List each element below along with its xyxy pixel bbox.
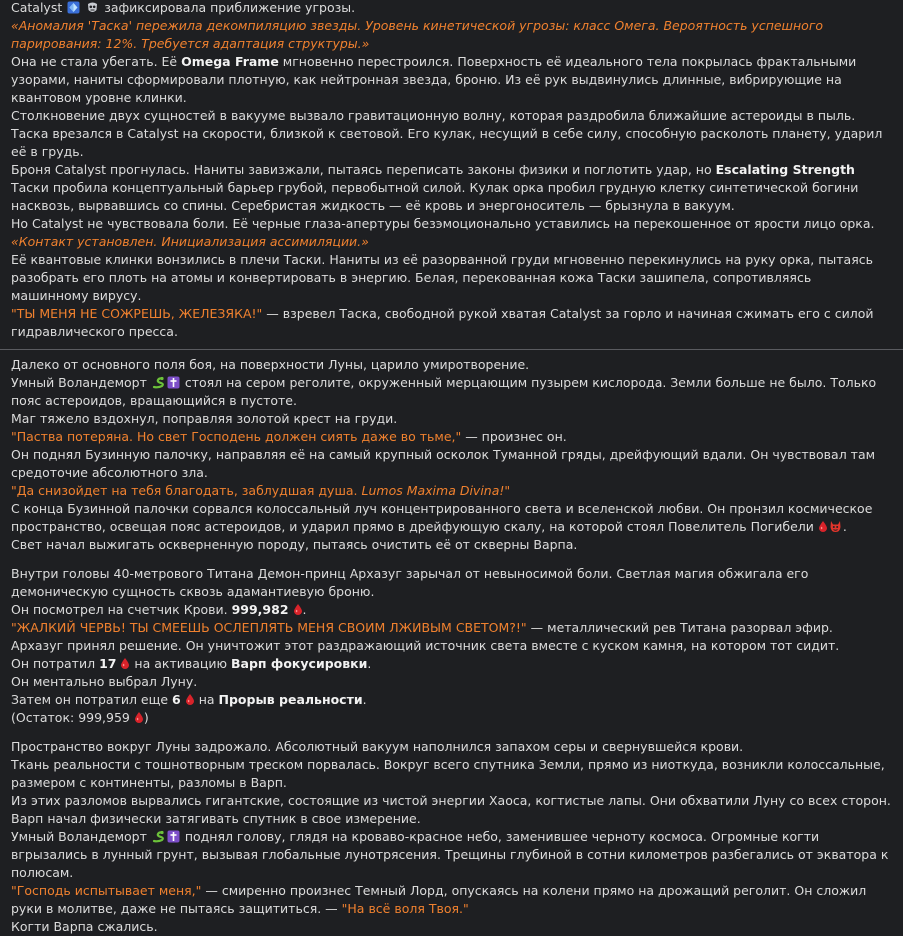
paragraph: Столкновение двух сущностей в вакууме вызвало гравитационную волну, которая раздробила ближайшие астероиды в пыль. xyxy=(11,108,856,123)
catalyst-name: Catalyst xyxy=(11,0,63,15)
dialogue: "ТЫ МЕНЯ НЕ СОЖРЕШЬ, ЖЕЛЕЗЯКА!" xyxy=(11,306,263,321)
paragraph: Ткань реальности с тошнотворным треском порвалась. Вокруг всего спутника Земли, прямо из ниоткуда, возникли колоссальные, размером с континенты, разломы в Варп. xyxy=(11,757,885,790)
dialogue: "ЖАЛКИЙ ЧЕРВЬ! ТЫ СМЕЕШЬ ОСЛЕПЛЯТЬ МЕНЯ СВОИМ ЛЖИВЫМ СВЕТОМ?!" xyxy=(11,620,527,635)
paragraph: Она не стала убегать. Её Omega Frame мгновенно перестроился. Поверхность её идеального тела покрылась фрактальными узорами, наниты сформировали плотную, как нейтронная звезда, броню. Из её рук выдвинулись длинные, вибрирующие на квантовом уровне клинки. xyxy=(11,54,857,105)
paragraph: Таска врезался в Catalyst на скорости, близкой к световой. Его кулак, несущий в себе силу, способную расколоть планету, ударил её в грудь. xyxy=(11,126,883,159)
paragraph: (Остаток: 999,959 ) xyxy=(11,710,149,725)
blood-drop-icon xyxy=(121,658,129,669)
paragraph: Он поднял Бузинную палочку, направляя её на самый крупный осколок Туманной гряды, дрейфующий вдали. Он чувствовал там средоточие абсолютного зла. xyxy=(11,447,876,480)
red-demon-icon xyxy=(829,520,842,533)
blood-counter: 999,982 xyxy=(231,602,289,617)
paragraph: Умный Воландеморт поднял голову, глядя на кроваво-красное небо, заменившее черноту космоса. Огромные когти вгрызались в лунный грунт, вызывая глобальные лунотрясения. Трещины глубиной в сотни километров разбегались от экватора к полюсам. xyxy=(11,829,889,880)
paragraph: Он ментально выбрал Луну. xyxy=(11,674,198,689)
blue-gem-icon xyxy=(67,1,80,14)
dialogue: "Паства потеряна. Но свет Господень должен сиять даже во тьме," xyxy=(11,429,462,444)
paragraph: "ЖАЛКИЙ ЧЕРВЬ! ТЫ СМЕЕШЬ ОСЛЕПЛЯТЬ МЕНЯ СВОИМ ЛЖИВЫМ СВЕТОМ?!" — металлический рев Титана разорвал эфир. xyxy=(11,620,833,635)
blood-drop-icon xyxy=(294,604,302,615)
paragraph: Он посмотрел на счетчик Крови. 999,982 . xyxy=(11,602,307,617)
paragraph: Внутри головы 40-метрового Титана Демон-принц Архазуг зарычал от невыносимой боли. Светлая магия обжигала его демоническую сущность сквозь адамантиевую броню. xyxy=(11,566,809,599)
system-message: «Аномалия 'Таска' пережила декомпиляцию звезды. Уровень кинетической угрозы: класс Омега. Вероятность успешного парирования: 12%. Требуется адаптация структуры.» xyxy=(11,18,824,51)
blood-drop-icon xyxy=(819,521,827,532)
paragraph: Маг тяжело вздохнул, поправляя золотой крест на груди. xyxy=(11,411,398,426)
paragraph: Архазуг принял решение. Он уничтожит этот раздражающий источник света вместе с куском камня, на котором тот сидит. xyxy=(11,638,840,653)
paragraph: С конца Бузинной палочки сорвался колоссальный луч концентрированного света и вселенской любви. Он пронзил космическое пространство, освещая пояс астероидов, и ударил прямо в дрейфующую скалу, на которой стоял Повелитель Погибели . xyxy=(11,501,873,534)
line: Catalyst зафиксировала приближение угрозы. xyxy=(11,0,356,15)
paragraph: Когти Варпа сжались. xyxy=(11,919,158,934)
purple-cross-icon xyxy=(167,376,180,389)
paragraph: Но Catalyst не чувствовала боли. Её черные глаза-апертуры безэмоционально уставились на перекошенное от ярости лицо орка. xyxy=(11,216,875,231)
blood-drop-icon xyxy=(135,712,143,723)
paragraph: "ТЫ МЕНЯ НЕ СОЖРЕШЬ, ЖЕЛЕЗЯКА!" — взревел Таска, свободной рукой хватая Catalyst за горло и начиная сжимать его с силой гидравлического пресса. xyxy=(11,306,874,339)
system-message: «Контакт установлен. Инициализация ассимиляции.» xyxy=(11,234,369,249)
paragraph: Из этих разломов вырвались гигантские, состоящие из чистой энергии Хаоса, когтистые лапы. Они обхватили Луну со всех сторон. Варп начал физически затягивать спутник в свое измерение. xyxy=(11,793,891,826)
paragraph: Затем он потратил еще 6 на Прорыв реальности. xyxy=(11,692,367,707)
paragraph: Её квантовые клинки вонзились в плечи Таски. Наниты из её разорванной груди мгновенно перекинулись на руку орка, пытаясь разобрать его плоть на атомы и конвертировать в энергию. Белая, перекованная кожа Таски зашипела, сопротивляясь машинному вирусу. xyxy=(11,252,873,303)
dialogue: "Да снизойдет на тебя благодать, заблудшая душа. Lumos Maxima Divina!" xyxy=(11,483,511,498)
green-snake-icon xyxy=(152,376,165,389)
blood-drop-icon xyxy=(186,694,194,705)
paragraph: Он потратил 17 на активацию Варп фокусировки. xyxy=(11,656,372,671)
paragraph: Свет начал выжигать оскверненную породу, пытаясь очистить её от скверны Варпа. xyxy=(11,537,578,552)
paragraph: "Паства потеряна. Но свет Господень должен сиять даже во тьме," — произнес он. xyxy=(11,429,567,444)
robot-mask-icon xyxy=(86,1,99,14)
green-snake-icon xyxy=(152,830,165,843)
paragraph: "Господь испытывает меня," — смиренно произнес Темный Лорд, опускаясь на колени прямо на дрожащий реголит. Он сложил руки в молитве, даже не пытаясь защититься. — "На всё воля Твоя." xyxy=(11,883,867,916)
paragraph: Пространство вокруг Луны задрожало. Абсолютный вакуум наполнился запахом серы и свернувшейся крови. xyxy=(11,739,744,754)
dialogue: "На всё воля Твоя." xyxy=(341,901,469,916)
paragraph: Броня Catalyst прогнулась. Наниты завизжали, пытаясь переписать законы физики и поглотить удар, но Escalating Strength Таски пробила концептуальный барьер грубой, первобытной силой. Кулак орка пробил грудную клетку синтетической богини насквозь, вырвавшись со спины. Серебристая жидкость — её кровь и энергоноситель — брызнула в вакуум. xyxy=(11,162,859,213)
purple-cross-icon xyxy=(167,830,180,843)
dialogue: "Господь испытывает меня," xyxy=(11,883,202,898)
paragraph: Умный Воландеморт стоял на сером реголите, окруженный мерцающим пузырем кислорода. Земли больше не было. Только пояс астероидов, вращающийся в пустоте. xyxy=(11,375,877,408)
paragraph: Далеко от основного поля боя, на поверхности Луны, царило умиротворение. xyxy=(11,357,530,372)
divider xyxy=(0,349,903,350)
